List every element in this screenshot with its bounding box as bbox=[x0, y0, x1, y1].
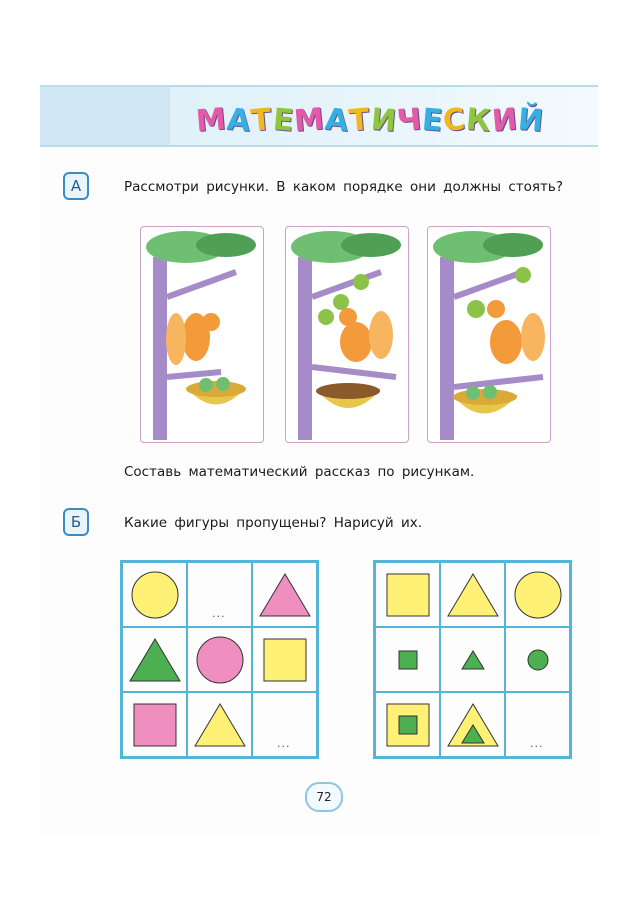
triangle-in-triangle-shape bbox=[443, 695, 503, 755]
circle-shape bbox=[508, 565, 568, 625]
grid-cell bbox=[252, 627, 317, 692]
square-shape bbox=[125, 695, 185, 755]
grid-cell bbox=[122, 627, 187, 692]
grid-cell bbox=[122, 562, 187, 627]
task-a-followup: Составь математический рассказ по рисункам. bbox=[124, 464, 475, 480]
grid-cell bbox=[375, 627, 440, 692]
right-shape-grid bbox=[373, 560, 572, 759]
task-a-marker: А bbox=[63, 172, 89, 200]
circle-shape bbox=[125, 565, 185, 625]
left-shape-grid bbox=[120, 560, 319, 759]
triangle-shape bbox=[255, 565, 315, 625]
triangle-shape bbox=[125, 630, 185, 690]
picture-3 bbox=[427, 226, 551, 443]
grid-cell[interactable] bbox=[187, 562, 252, 627]
title-letter: Й bbox=[516, 101, 545, 139]
title-letter: И bbox=[490, 101, 519, 139]
title-letter: С bbox=[441, 101, 467, 139]
squirrel-scene-3 bbox=[428, 227, 550, 442]
grid-cell bbox=[440, 692, 505, 757]
title-letter: Ч bbox=[395, 101, 423, 139]
grid-cell bbox=[505, 627, 570, 692]
missing-shape-mark: ... bbox=[530, 737, 544, 750]
title-letter: А bbox=[323, 101, 350, 139]
grid-cell bbox=[122, 692, 187, 757]
grid-cell[interactable] bbox=[252, 692, 317, 757]
title-letter: Е bbox=[420, 101, 444, 139]
grid-cell bbox=[187, 692, 252, 757]
grid-cell bbox=[440, 627, 505, 692]
grid-cell bbox=[440, 562, 505, 627]
circle-shape bbox=[508, 630, 568, 690]
title-letter: Е bbox=[271, 101, 295, 139]
title-letter: И bbox=[369, 101, 398, 139]
picture-2 bbox=[285, 226, 409, 443]
grid-cell bbox=[505, 562, 570, 627]
task-b-marker: Б bbox=[63, 508, 89, 536]
header-left-block bbox=[40, 87, 170, 145]
square-shape bbox=[378, 565, 438, 625]
triangle-shape bbox=[443, 565, 503, 625]
task-b-question: Какие фигуры пропущены? Нарисуй их. bbox=[124, 515, 423, 531]
grid-cell bbox=[187, 627, 252, 692]
section-title bbox=[196, 100, 576, 140]
grid-cell bbox=[252, 562, 317, 627]
picture-1 bbox=[140, 226, 264, 443]
grid-cell bbox=[375, 562, 440, 627]
squirrel-scene-2 bbox=[286, 227, 408, 442]
title-letter: М bbox=[292, 101, 326, 139]
circle-shape bbox=[190, 630, 250, 690]
page-number: 72 bbox=[305, 782, 343, 812]
title-letter: К bbox=[465, 101, 493, 139]
missing-shape-mark: ... bbox=[277, 737, 291, 750]
squirrel-scene-1 bbox=[141, 227, 263, 442]
title-letter: Т bbox=[249, 101, 274, 139]
square-shape bbox=[255, 630, 315, 690]
grid-cell bbox=[375, 692, 440, 757]
task-a-question: Рассмотри рисунки. В каком порядке они должны стоять? bbox=[124, 179, 563, 195]
triangle-shape bbox=[190, 695, 250, 755]
grid-cell[interactable] bbox=[505, 692, 570, 757]
square-in-square-shape bbox=[378, 695, 438, 755]
title-letter: А bbox=[225, 101, 252, 139]
triangle-shape bbox=[443, 630, 503, 690]
square-shape bbox=[378, 630, 438, 690]
title-letter: М bbox=[194, 101, 228, 139]
missing-shape-mark: ... bbox=[212, 607, 226, 620]
title-letter: Т bbox=[347, 101, 372, 139]
